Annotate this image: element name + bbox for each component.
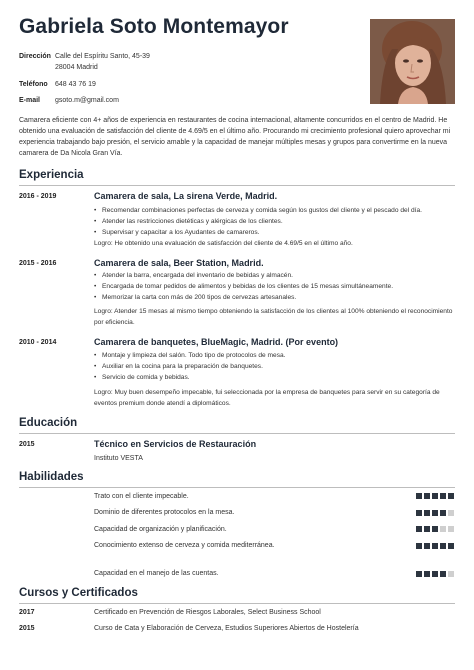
candidate-name: Gabriela Soto Montemayor bbox=[19, 15, 289, 38]
skill-rating bbox=[416, 510, 456, 517]
job-bullet: • Supervisar y capacitar a los Ayudantes de camareros. bbox=[94, 227, 456, 238]
job-bullet: • Encargada de tomar pedidos de alimentos y bebidas de los clientes de 15 mesas simultáneamente. bbox=[94, 281, 456, 292]
phone-value: 648 43 76 19 bbox=[55, 81, 96, 88]
rating-square-filled bbox=[440, 493, 446, 499]
address-line1: Calle del Espíritu Santo, 45-39 bbox=[55, 53, 150, 60]
skill-rating bbox=[416, 526, 456, 533]
address-line2: 28004 Madrid bbox=[55, 64, 98, 71]
address-label: Dirección bbox=[19, 53, 51, 60]
rating-square-filled bbox=[440, 543, 446, 549]
course-date: 2017 bbox=[19, 609, 35, 616]
job-title: Camarera de sala, La sirena Verde, Madrid. bbox=[94, 191, 278, 201]
course-item: Curso de Cata y Elaboración de Cerveza, Estudios Superiores Abiertos de Hostelería bbox=[94, 625, 359, 632]
skills-heading: Habilidades bbox=[19, 471, 84, 483]
job-bullet: • Montaje y limpieza del salón. Todo tipo de protocolos de mesa. bbox=[94, 350, 456, 361]
rating-square-filled bbox=[424, 571, 430, 577]
rating-square-filled bbox=[448, 493, 454, 499]
skill-label: Capacidad de organización y planificación. bbox=[94, 526, 227, 533]
job-dates: 2015 - 2016 bbox=[19, 260, 57, 267]
skill-rating bbox=[416, 571, 456, 578]
rating-square-filled bbox=[432, 510, 438, 516]
rating-square-empty bbox=[448, 526, 454, 532]
job-bullets bbox=[94, 270, 456, 303]
rating-square-filled bbox=[416, 526, 422, 532]
course-date: 2015 bbox=[19, 625, 35, 632]
email-label: E-mail bbox=[19, 97, 41, 104]
rating-square-empty bbox=[448, 571, 454, 577]
section-divider bbox=[19, 185, 455, 186]
rating-square-filled bbox=[424, 510, 430, 516]
rating-square-filled bbox=[416, 543, 422, 549]
rating-square-empty bbox=[440, 526, 446, 532]
rating-square-filled bbox=[440, 571, 446, 577]
rating-square-filled bbox=[424, 526, 430, 532]
skill-label: Conocimiento extenso de cerveza y comida mediterránea. bbox=[94, 542, 275, 549]
skill-label: Dominio de diferentes protocolos en la mesa. bbox=[94, 509, 235, 516]
experience-heading: Experiencia bbox=[19, 169, 84, 181]
rating-square-empty bbox=[448, 510, 454, 516]
education-date: 2015 bbox=[19, 441, 35, 448]
rating-square-filled bbox=[432, 571, 438, 577]
skill-label: Trato con el cliente impecable. bbox=[94, 493, 189, 500]
rating-square-filled bbox=[448, 543, 454, 549]
job-bullet: • Recomendar combinaciones perfectas de cerveza y comida según los gustos del cliente y el pescado del día. bbox=[94, 205, 456, 216]
rating-square-filled bbox=[416, 510, 422, 516]
job-bullet: • Atender la barra, encargada del inventario de bebidas y almacén. bbox=[94, 270, 456, 281]
job-achievement: Logro: Muy buen desempeño impecable, fui seleccionada por la empresa de banquetes para servir en su categoría de eventos premium donde atendí a diplomáticos. bbox=[94, 389, 440, 407]
job-bullet: • Atender las restricciones dietéticas y alérgicas de los clientes. bbox=[94, 216, 456, 227]
job-bullet: • Servicio de comida y bebidas. bbox=[94, 372, 456, 383]
rating-square-filled bbox=[424, 543, 430, 549]
profile-photo bbox=[370, 19, 455, 104]
rating-square-filled bbox=[432, 526, 438, 532]
rating-square-filled bbox=[416, 571, 422, 577]
job-achievement: Logro: Atender 15 mesas al mismo tiempo obteniendo la satisfacción de los clientes al 100% obteniendo el reconocimiento por eficiencia. bbox=[94, 308, 453, 326]
job-dates: 2016 - 2019 bbox=[19, 193, 57, 200]
phone-label: Teléfono bbox=[19, 81, 48, 88]
portrait-image bbox=[370, 19, 455, 104]
skill-label: Capacidad en el manejo de las cuentas. bbox=[94, 570, 219, 577]
rating-square-filled bbox=[424, 493, 430, 499]
section-divider bbox=[19, 603, 455, 604]
job-title: Camarera de sala, Beer Station, Madrid. bbox=[94, 258, 264, 268]
rating-square-filled bbox=[432, 543, 438, 549]
education-school: Instituto VESTA bbox=[94, 455, 143, 462]
job-achievement: Logro: He obtenido una evaluación de satisfacción del cliente de 4.69/5 en el último año. bbox=[94, 240, 353, 247]
education-heading: Educación bbox=[19, 417, 78, 429]
email-value[interactable]: gsoto.m@gmail.com bbox=[55, 97, 119, 104]
job-dates: 2010 - 2014 bbox=[19, 339, 57, 346]
rating-square-filled bbox=[440, 510, 446, 516]
section-divider bbox=[19, 433, 455, 434]
job-bullet: • Memorizar la carta con más de 200 tipos de cervezas artesanales. bbox=[94, 292, 456, 303]
job-bullet: • Auxiliar en la cocina para la preparación de banquetes. bbox=[94, 361, 456, 372]
section-divider bbox=[19, 487, 455, 488]
courses-heading: Cursos y Certificados bbox=[19, 587, 138, 599]
skill-rating bbox=[416, 493, 456, 500]
job-title: Camarera de banquetes, BlueMagic, Madrid. (Por evento) bbox=[94, 337, 339, 347]
rating-square-filled bbox=[416, 493, 422, 499]
professional-summary: Camarera eficiente con 4+ años de experiencia en restaurantes de cocina internacional, altamente concurridos en el centro de Madrid. He obtenido una evaluación de satisfacción del cliente de 4.69/5 en el último año. Procurando mi crecimiento profesional quiero aprovechar mi experiencia trabajando bajo presión, el servicio amable y la capacidad de manejar múltiples mesas y grupos para convertirme en la nueva camarera de Da Nicola Gran Vía. bbox=[19, 117, 451, 157]
education-degree: Técnico en Servicios de Restauración bbox=[94, 439, 257, 449]
job-bullets bbox=[94, 350, 456, 383]
skill-rating bbox=[416, 543, 456, 550]
rating-square-filled bbox=[432, 493, 438, 499]
course-item: Certificado en Prevención de Riesgos Laborales, Select Business School bbox=[94, 609, 321, 616]
job-bullets bbox=[94, 205, 456, 238]
